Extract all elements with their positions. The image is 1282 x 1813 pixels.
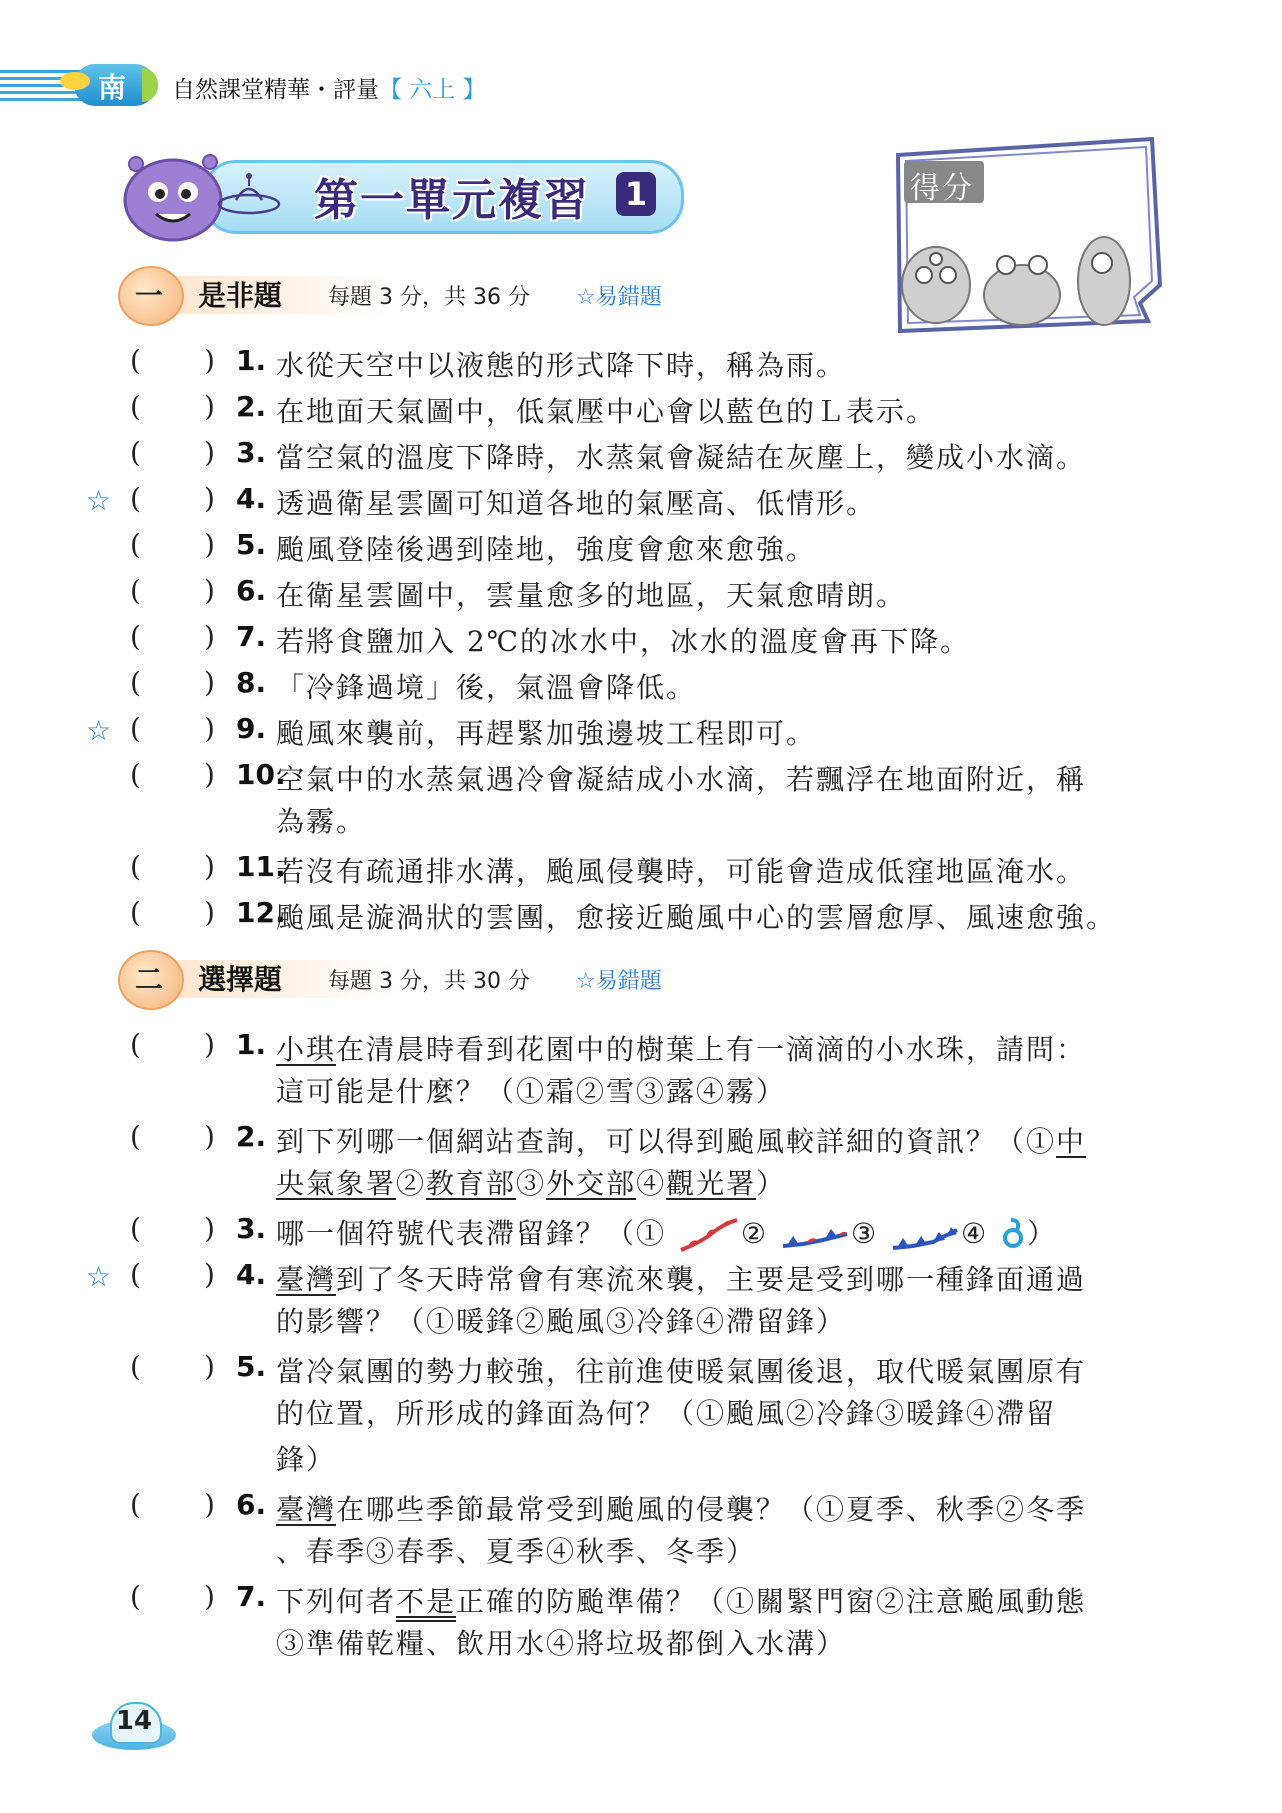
question-text: [276, 1258, 1086, 1298]
answer-paren-left: (: [130, 620, 141, 653]
option-marker: ②: [740, 1217, 769, 1250]
answer-paren-left: (: [130, 666, 141, 699]
option-marker: ④: [960, 1217, 989, 1250]
answer-paren-left: (: [130, 390, 141, 423]
typhoon-symbol-icon: [999, 1216, 1027, 1256]
question-text-body: 在哪些季節最常受到颱風的侵襲？（①夏季、秋季②冬季: [336, 1493, 1087, 1526]
answer-paren-left: (: [130, 1580, 141, 1613]
section-title: 是非題: [198, 279, 283, 312]
question-text: 當空氣的溫度下降時，水蒸氣會凝結在灰塵上，變成小水滴。: [276, 441, 1087, 474]
tf-question: [0, 386, 1282, 430]
section-score: 每題 3 分，共 36 分: [328, 285, 530, 310]
answer-paren-left: (: [130, 482, 141, 515]
answer-paren-left: (: [130, 1212, 141, 1245]
answer-paren-right: ): [204, 1120, 215, 1153]
mc-question: [0, 1346, 1282, 1390]
answer-paren-right: ): [204, 482, 215, 515]
question-text: 在地面天氣圖中，低氣壓中心會以藍色的Ｌ表示。: [276, 395, 937, 428]
question-text: [276, 1120, 1086, 1160]
question-number: 10.: [236, 758, 286, 791]
question-text: [276, 1028, 1086, 1068]
page-header: [0, 58, 1282, 114]
tf-question: [0, 662, 1282, 706]
section-title: 選擇題: [198, 963, 283, 996]
unit-title: 第一單元複習: [314, 175, 590, 226]
answer-paren-left: (: [130, 1258, 141, 1291]
page-number: 14: [115, 1706, 153, 1736]
question-text-body: 到了冬天時常會有寒流來襲，主要是受到哪一種鋒面通過: [336, 1263, 1087, 1296]
question-text-continued: 、春季③春季、夏季④秋季、冬季）: [276, 1535, 757, 1568]
answer-paren-right: ): [204, 712, 215, 745]
warm-front-symbol-icon: [677, 1216, 741, 1256]
question-text-body: 下列何者: [276, 1585, 397, 1618]
question-number: 9.: [236, 712, 267, 745]
answer-paren-left: (: [130, 850, 141, 883]
mc-question: [0, 1254, 1282, 1298]
answer-paren-right: ): [204, 850, 215, 883]
section-score: 每題 3 分，共 30 分: [328, 969, 530, 994]
answer-paren-right: ): [204, 896, 215, 929]
proper-noun: 中: [1056, 1125, 1087, 1158]
question-number: 6.: [236, 1488, 267, 1521]
answer-paren-right: ): [204, 390, 215, 423]
tf-question: [0, 478, 1282, 522]
answer-paren-left: (: [130, 1488, 141, 1521]
proper-noun: 觀光署: [666, 1167, 757, 1200]
question-number: 5.: [236, 1350, 267, 1383]
question-text: 颱風來襲前，再趕緊加強邊坡工程即可。: [276, 717, 817, 750]
tricky-legend: ☆易錯題: [576, 285, 662, 310]
tf-question: [0, 846, 1282, 890]
grade-label: 【 六上 】: [379, 77, 486, 103]
answer-paren-left: (: [130, 528, 141, 561]
answer-paren-right: ): [204, 528, 215, 561]
question-text-body: 正確的防颱準備？（①關緊門窗②注意颱風動態: [456, 1585, 1087, 1618]
question-text-continued: 的影響？（①暖鋒②颱風③冷鋒④滯留鋒）: [276, 1305, 847, 1338]
answer-paren-right: ): [204, 574, 215, 607]
question-number: 1.: [236, 344, 267, 377]
proper-noun: 臺灣: [276, 1493, 337, 1526]
answer-paren-right: ): [204, 1580, 215, 1613]
book-title: [172, 71, 486, 104]
question-text: 水從天空中以液態的形式降下時，稱為雨。: [276, 349, 847, 382]
question-text: 若沒有疏通排水溝，颱風侵襲時，可能會造成低窪地區淹水。: [276, 855, 1087, 888]
answer-paren-right: ): [204, 666, 215, 699]
tf-question: [0, 708, 1282, 752]
section-number: 一: [134, 279, 163, 312]
proper-noun: 央氣象署: [276, 1167, 397, 1200]
question-number: 2.: [236, 390, 267, 423]
question-text-body: 哪一個符號代表滯留鋒？（①: [276, 1217, 667, 1250]
answer-paren-right: ): [204, 1488, 215, 1521]
option-marker: ②: [396, 1167, 427, 1200]
question-number: 7.: [236, 1580, 267, 1613]
question-text: [276, 1580, 1086, 1620]
mc-question: [0, 1024, 1282, 1068]
question-text-continued: ③準備乾糧、飲用水④將垃圾都倒入水溝）: [276, 1627, 847, 1660]
answer-paren-right: ): [204, 758, 215, 791]
answer-paren-right: ): [204, 436, 215, 469]
question-text: 在衛星雲圖中，雲量愈多的地區，天氣愈晴朗。: [276, 579, 907, 612]
tf-question: [0, 892, 1282, 936]
tf-question: [0, 524, 1282, 568]
question-text: 當冷氣團的勢力較強，往前進使暖氣團後退，取代暖氣團原有: [276, 1355, 1087, 1388]
answer-paren-right: ): [204, 1350, 215, 1383]
score-label: 得分: [910, 171, 974, 206]
ufo-icon: [214, 170, 284, 220]
option-marker: ③: [516, 1167, 547, 1200]
question-number: 3.: [236, 436, 267, 469]
question-number: 7.: [236, 620, 267, 653]
cold-front-symbol-icon: [889, 1216, 961, 1256]
question-text-continued: 鋒）: [276, 1443, 337, 1476]
mc-question: [0, 1116, 1282, 1160]
tricky-legend: ☆易錯題: [576, 969, 662, 994]
question-text: 颱風是漩渦狀的雲團，愈接近颱風中心的雲層愈厚、風速愈強。: [276, 901, 1117, 934]
answer-paren-left: (: [130, 574, 141, 607]
answer-paren-right: ): [204, 1028, 215, 1061]
proper-noun: 臺灣: [276, 1263, 337, 1296]
question-text-continued: [276, 1162, 786, 1202]
question-text-continued: 的位置，所形成的鋒面為何？（①颱風②冷鋒③暖鋒④滯留: [276, 1397, 1057, 1430]
question-text: 颱風登陸後遇到陸地，強度會愈來愈強。: [276, 533, 817, 566]
question-text: [276, 1212, 1057, 1256]
question-number: 5.: [236, 528, 267, 561]
question-text: 「冷鋒過境」後，氣溫會降低。: [276, 671, 697, 704]
question-text-continued: 為霧。: [276, 805, 367, 838]
answer-paren-left: (: [130, 436, 141, 469]
answer-paren-right: ): [204, 344, 215, 377]
page-number-badge: [92, 1700, 176, 1756]
tricky-star-icon: ☆: [86, 1260, 112, 1293]
tf-question: [0, 340, 1282, 384]
question-text-body: 在清晨時看到花園中的樹葉上有一滴滴的小水珠，請問：: [336, 1033, 1087, 1066]
option-marker: ④: [636, 1167, 667, 1200]
question-number: 12.: [236, 896, 286, 929]
answer-paren-left: (: [130, 344, 141, 377]
stationary-front-symbol-icon: [779, 1216, 851, 1256]
answer-paren-left: (: [130, 1350, 141, 1383]
question-number: 3.: [236, 1212, 267, 1245]
answer-paren-left: (: [130, 1028, 141, 1061]
tricky-star-icon: ☆: [86, 714, 112, 747]
answer-paren-left: (: [130, 896, 141, 929]
question-number: 1.: [236, 1028, 267, 1061]
question-text-continued: 這可能是什麼？（①霜②雪③露④霧）: [276, 1075, 787, 1108]
question-number: 11.: [236, 850, 286, 883]
tf-question: [0, 570, 1282, 614]
unit-banner: [118, 148, 678, 248]
score-box: [890, 135, 1170, 335]
publisher-mark: 南: [98, 71, 127, 104]
answer-paren-right: ): [204, 620, 215, 653]
answer-paren-right: ): [204, 1258, 215, 1291]
mc-question: [0, 1576, 1282, 1620]
question-text-body: 到下列哪一個網站查詢，可以得到颱風較詳細的資訊？（①: [276, 1125, 1057, 1158]
unit-number: 1: [616, 172, 656, 216]
proper-noun: 小琪: [276, 1033, 337, 1066]
answer-paren-left: (: [130, 758, 141, 791]
question-number: 2.: [236, 1120, 267, 1153]
answer-paren-left: (: [130, 712, 141, 745]
section-number: 二: [134, 963, 163, 996]
mc-question: [0, 1484, 1282, 1528]
option-marker: ）: [1026, 1217, 1057, 1250]
section-multiple-choice-header: [118, 950, 818, 1006]
tf-question: [0, 754, 1282, 798]
option-marker: ③: [850, 1217, 879, 1250]
answer-paren-right: ): [204, 1212, 215, 1245]
question-text: 空氣中的水蒸氣遇冷會凝結成小水滴，若飄浮在地面附近，稱: [276, 763, 1087, 796]
tf-question: [0, 432, 1282, 476]
question-text: [276, 1488, 1086, 1528]
negation-emphasis: 不是: [396, 1585, 457, 1618]
header-ball-icon: [60, 72, 90, 90]
tf-question: [0, 616, 1282, 660]
question-number: 6.: [236, 574, 267, 607]
tricky-star-icon: ☆: [86, 484, 112, 517]
question-number: 4.: [236, 1258, 267, 1291]
section-true-false-header: [118, 266, 818, 322]
mc-question: [0, 1208, 1282, 1252]
question-text: 若將食鹽加入 2℃的冰水中，冰水的溫度會再下降。: [276, 625, 971, 658]
question-number: 8.: [236, 666, 267, 699]
question-number: 4.: [236, 482, 267, 515]
proper-noun: 教育部: [426, 1167, 517, 1200]
question-text: 透過衛星雲圖可知道各地的氣壓高、低情形。: [276, 487, 877, 520]
book-title-text: 自然課堂精華・評量: [172, 77, 379, 103]
proper-noun: 外交部: [546, 1167, 637, 1200]
option-marker: ）: [756, 1167, 787, 1200]
answer-paren-left: (: [130, 1120, 141, 1153]
